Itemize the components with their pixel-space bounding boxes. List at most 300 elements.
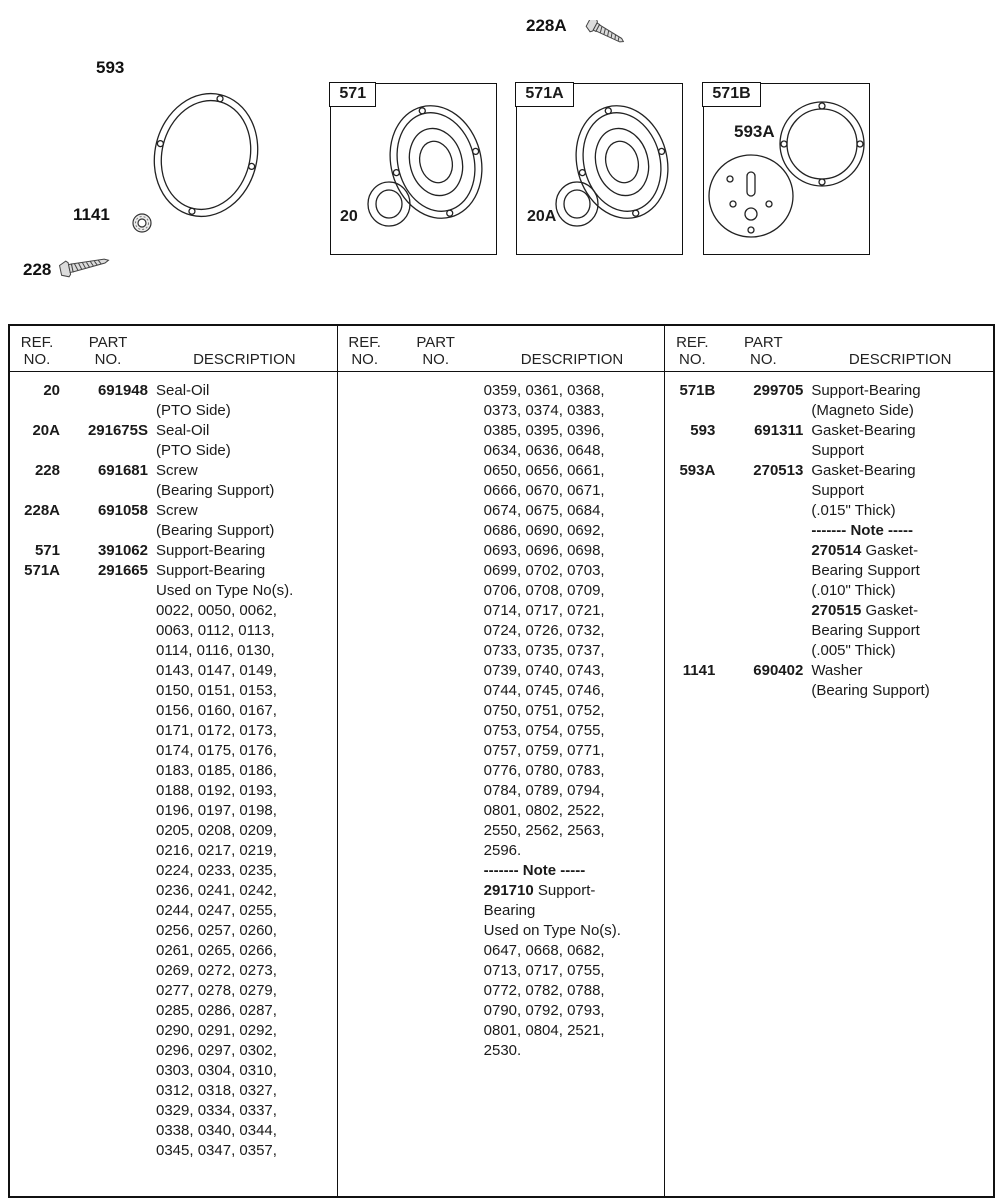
ref-no: 571B	[679, 382, 716, 399]
ref-no	[14, 1041, 60, 1061]
part-no: 691058	[97, 502, 148, 519]
table-line	[14, 601, 333, 621]
description: 0714, 0717, 0721,	[483, 602, 605, 619]
part-no	[68, 481, 148, 501]
header-no-label: NO.	[422, 351, 449, 368]
table-line	[14, 1121, 333, 1141]
description: 2550, 2562, 2563,	[483, 822, 605, 839]
ref-no	[669, 601, 715, 621]
callout-593A: 593A	[734, 122, 775, 141]
table-line	[342, 501, 661, 521]
description: 2530.	[483, 1042, 522, 1059]
description: Bearing Support	[811, 622, 920, 639]
part-no	[68, 721, 148, 741]
description: 0634, 0636, 0648,	[483, 442, 605, 459]
part-no	[68, 621, 148, 641]
description: Seal-Oil	[156, 422, 210, 439]
description: 0338, 0340, 0344,	[156, 1122, 277, 1139]
description: 291710 Support-	[483, 882, 596, 899]
ref-no	[14, 601, 60, 621]
description: 0713, 0717, 0755,	[483, 962, 605, 979]
table-line	[14, 521, 333, 541]
part-no	[396, 941, 476, 961]
table-line	[342, 841, 661, 861]
part-no	[68, 1101, 148, 1121]
part-no	[68, 1021, 148, 1041]
gasket-593-drawing	[143, 80, 269, 230]
description: Seal-Oil	[156, 382, 210, 399]
header-part	[396, 330, 476, 368]
description: 0114, 0116, 0130,	[156, 642, 275, 659]
description: 0753, 0754, 0755,	[483, 722, 605, 739]
header-description	[156, 330, 333, 368]
description: Bearing	[483, 902, 536, 919]
ref-no	[342, 641, 388, 661]
ref-no	[669, 581, 715, 601]
screw-228-icon	[58, 250, 114, 280]
description: 0359, 0361, 0368,	[483, 382, 605, 399]
ref-no	[342, 761, 388, 781]
description: Support-Bearing	[156, 542, 266, 559]
part-no	[68, 521, 148, 541]
table-line	[669, 601, 989, 621]
part-no: 270513	[753, 462, 804, 479]
description: 0269, 0272, 0273,	[156, 962, 277, 979]
description: ------- Note -----	[483, 862, 586, 879]
ref-no	[342, 921, 388, 941]
ref-no	[14, 901, 60, 921]
description: 0744, 0745, 0746,	[483, 682, 605, 699]
table-header	[338, 326, 665, 372]
description: (Bearing Support)	[811, 682, 930, 699]
description: 2596.	[483, 842, 522, 859]
ref-no	[342, 601, 388, 621]
table-line	[14, 421, 333, 441]
table-line	[14, 761, 333, 781]
table-line	[669, 441, 989, 461]
part-no	[68, 661, 148, 681]
ref-no	[14, 521, 60, 541]
part-no	[723, 681, 803, 701]
description: 0373, 0374, 0383,	[483, 402, 605, 419]
panel-571B-tag: 571B	[702, 82, 760, 107]
panel-571-tag: 571	[329, 82, 376, 107]
ref-no	[14, 1061, 60, 1081]
ref-no	[342, 401, 388, 421]
part-no	[396, 581, 476, 601]
ref-no	[342, 841, 388, 861]
description: ------- Note -----	[811, 522, 913, 539]
table-line	[342, 681, 661, 701]
description: 0666, 0670, 0671,	[483, 482, 605, 499]
table-line	[342, 441, 661, 461]
ref-no: 20	[43, 382, 60, 399]
table-line	[342, 701, 661, 721]
table-line	[342, 941, 661, 961]
part-no	[68, 761, 148, 781]
table-line	[669, 641, 989, 661]
callout-228: 228	[23, 260, 52, 279]
table-line	[14, 801, 333, 821]
part-no	[723, 521, 803, 541]
ref-no	[342, 481, 388, 501]
part-no	[396, 661, 476, 681]
ref-no	[14, 401, 60, 421]
description: Support-Bearing	[156, 562, 266, 579]
header-part-label: PART	[416, 334, 455, 351]
description: (.005" Thick)	[811, 642, 896, 659]
table-line	[669, 681, 989, 701]
table-line	[342, 601, 661, 621]
part-no	[396, 1001, 476, 1021]
part-no: 691948	[97, 382, 148, 399]
table-line	[342, 541, 661, 561]
ref-no	[14, 861, 60, 881]
callout-228A: 228A	[526, 16, 567, 35]
table-line	[342, 961, 661, 981]
header-part	[723, 330, 803, 368]
part-no	[68, 881, 148, 901]
table-line	[14, 941, 333, 961]
description: (PTO Side)	[156, 402, 231, 419]
part-no	[68, 981, 148, 1001]
ref-no	[14, 581, 60, 601]
ref-no	[14, 661, 60, 681]
ref-no	[342, 561, 388, 581]
part-no	[68, 821, 148, 841]
ref-no	[669, 521, 715, 541]
ref-no	[342, 661, 388, 681]
description: 0693, 0696, 0698,	[483, 542, 605, 559]
ref-no	[342, 581, 388, 601]
part-no	[68, 941, 148, 961]
table-line	[14, 461, 333, 481]
table-line	[14, 481, 333, 501]
ref-no	[669, 641, 715, 661]
part-no	[396, 641, 476, 661]
description: Bearing Support	[811, 562, 920, 579]
description: 0686, 0690, 0692,	[483, 522, 605, 539]
ref-no	[14, 441, 60, 461]
part-no	[396, 1041, 476, 1061]
part-no: 299705	[753, 382, 804, 399]
callout-20: 20	[340, 208, 358, 225]
description: 0776, 0780, 0783,	[483, 762, 605, 779]
ref-no: 593A	[679, 462, 716, 479]
washer-1141-icon	[130, 211, 154, 235]
ref-no: 228A	[24, 502, 60, 519]
table-line	[14, 981, 333, 1001]
panel-571	[330, 83, 497, 255]
ref-no	[669, 401, 715, 421]
ref-no	[669, 441, 715, 461]
table-line	[669, 661, 989, 681]
part-no	[68, 681, 148, 701]
panel-571B	[703, 83, 870, 255]
table-line	[14, 1141, 333, 1161]
ref-no	[342, 501, 388, 521]
table-line	[14, 961, 333, 981]
header-ref	[669, 330, 715, 368]
description: 0345, 0347, 0357,	[156, 1142, 277, 1159]
part-no	[396, 921, 476, 941]
description: 0188, 0192, 0193,	[156, 782, 277, 799]
part-no	[396, 601, 476, 621]
callout-20A: 20A	[527, 208, 557, 225]
table-line	[14, 721, 333, 741]
description: 0171, 0172, 0173,	[156, 722, 277, 739]
part-no	[396, 741, 476, 761]
table-line	[14, 641, 333, 661]
ref-no: 20A	[32, 422, 60, 439]
description: 0706, 0708, 0709,	[483, 582, 605, 599]
table-line	[342, 721, 661, 741]
part-no	[68, 841, 148, 861]
table-line	[342, 401, 661, 421]
table-line	[669, 481, 989, 501]
description: 0205, 0208, 0209,	[156, 822, 277, 839]
ref-no	[342, 421, 388, 441]
part-no	[396, 1021, 476, 1041]
table-line	[342, 481, 661, 501]
ref-no: 571A	[24, 562, 60, 579]
part-no	[68, 1081, 148, 1101]
description: 0385, 0395, 0396,	[483, 422, 605, 439]
part-no	[723, 581, 803, 601]
ref-no	[14, 621, 60, 641]
ref-no	[14, 981, 60, 1001]
part-no	[396, 841, 476, 861]
table-line	[342, 581, 661, 601]
table-line	[342, 981, 661, 1001]
table-line	[14, 621, 333, 641]
part-no: 291675S	[87, 422, 148, 439]
ref-no	[14, 681, 60, 701]
ref-no	[14, 1081, 60, 1101]
ref-no	[342, 1041, 388, 1061]
ref-no	[342, 741, 388, 761]
part-no	[396, 721, 476, 741]
description: Screw	[156, 502, 198, 519]
description: (.010" Thick)	[811, 582, 896, 599]
table-line	[14, 1021, 333, 1041]
description: (.015" Thick)	[811, 502, 896, 519]
table-line	[342, 741, 661, 761]
part-no	[396, 541, 476, 561]
ref-no	[669, 681, 715, 701]
part-no	[723, 601, 803, 621]
part-no	[396, 381, 476, 401]
part-no	[723, 621, 803, 641]
header-description-label: DESCRIPTION	[848, 351, 952, 368]
part-no	[723, 541, 803, 561]
description: 0156, 0160, 0167,	[156, 702, 277, 719]
table-line	[14, 1061, 333, 1081]
part-no	[723, 441, 803, 461]
part-no	[68, 701, 148, 721]
table-line	[14, 561, 333, 581]
table-body-2	[338, 372, 665, 1061]
description: 0196, 0197, 0198,	[156, 802, 277, 819]
ref-no	[669, 481, 715, 501]
description: 0772, 0782, 0788,	[483, 982, 605, 999]
table-column-2	[338, 326, 666, 1196]
ref-no: 228	[34, 462, 60, 479]
part-no	[396, 781, 476, 801]
part-no	[396, 761, 476, 781]
table-line	[14, 781, 333, 801]
part-no: 391062	[97, 542, 148, 559]
header-ref-label: REF.	[20, 334, 54, 351]
table-line	[669, 581, 989, 601]
table-line	[342, 821, 661, 841]
part-no	[396, 521, 476, 541]
part-no	[68, 601, 148, 621]
part-no	[68, 401, 148, 421]
table-line	[14, 1001, 333, 1021]
diagram-area	[0, 0, 1000, 322]
table-line	[342, 461, 661, 481]
ref-no	[14, 761, 60, 781]
ref-no	[14, 1101, 60, 1121]
ref-no	[14, 641, 60, 661]
part-no	[68, 581, 148, 601]
part-no	[723, 481, 803, 501]
part-no	[68, 961, 148, 981]
table-line	[14, 1041, 333, 1061]
description: 0312, 0318, 0327,	[156, 1082, 277, 1099]
ref-no	[14, 961, 60, 981]
ref-no	[342, 621, 388, 641]
header-no-label: NO.	[94, 351, 122, 368]
support-bearing-571A-drawing	[517, 84, 682, 252]
part-no	[396, 821, 476, 841]
ref-no	[14, 721, 60, 741]
part-no	[723, 401, 803, 421]
description: 0801, 0802, 2522,	[483, 802, 605, 819]
part-no	[396, 421, 476, 441]
description: 0224, 0233, 0235,	[156, 862, 277, 879]
ref-no	[669, 561, 715, 581]
table-line	[14, 821, 333, 841]
ref-no	[342, 1001, 388, 1021]
ref-no	[14, 781, 60, 801]
description: 0790, 0792, 0793,	[483, 1002, 605, 1019]
table-line	[14, 441, 333, 461]
description: 0739, 0740, 0743,	[483, 662, 605, 679]
ref-no	[14, 481, 60, 501]
part-no	[68, 901, 148, 921]
ref-no	[14, 1021, 60, 1041]
table-line	[342, 641, 661, 661]
description: 270515 Gasket-	[811, 602, 919, 619]
table-line	[342, 881, 661, 901]
ref-no	[14, 1001, 60, 1021]
part-no: 691311	[754, 422, 804, 439]
description: 0303, 0304, 0310,	[156, 1062, 277, 1079]
table-line	[342, 761, 661, 781]
part-no	[68, 801, 148, 821]
table-line	[669, 401, 989, 421]
description: 0750, 0751, 0752,	[483, 702, 605, 719]
table-line	[342, 921, 661, 941]
part-no	[723, 501, 803, 521]
ref-no	[14, 741, 60, 761]
table-line	[14, 841, 333, 861]
description: Support-Bearing	[811, 382, 921, 399]
table-column-1	[10, 326, 338, 1196]
ref-no	[342, 681, 388, 701]
screw-228A-icon	[584, 20, 630, 58]
part-no	[68, 1121, 148, 1141]
table-line	[14, 501, 333, 521]
part-no	[68, 441, 148, 461]
ref-no	[14, 921, 60, 941]
table-line	[342, 621, 661, 641]
description: 0296, 0297, 0302,	[156, 1042, 277, 1059]
part-no	[68, 861, 148, 881]
part-no	[396, 561, 476, 581]
description: 0216, 0217, 0219,	[156, 842, 277, 859]
part-no	[396, 961, 476, 981]
table-line	[14, 881, 333, 901]
part-no	[68, 921, 148, 941]
description: 0063, 0112, 0113,	[156, 622, 275, 639]
description: Support	[811, 442, 864, 459]
description: (PTO Side)	[156, 442, 231, 459]
part-no	[396, 461, 476, 481]
ref-no: 1141	[682, 662, 716, 679]
description: 0183, 0185, 0186,	[156, 762, 277, 779]
table-line	[14, 661, 333, 681]
table-line	[342, 381, 661, 401]
description: 0277, 0278, 0279,	[156, 982, 277, 999]
ref-no	[342, 821, 388, 841]
ref-no	[669, 541, 715, 561]
part-no	[68, 641, 148, 661]
ref-no	[14, 821, 60, 841]
ref-no	[342, 721, 388, 741]
table-line	[14, 681, 333, 701]
ref-no	[342, 541, 388, 561]
description: (Bearing Support)	[156, 522, 275, 539]
part-no	[68, 1061, 148, 1081]
description: 0699, 0702, 0703,	[483, 562, 605, 579]
part-no	[396, 801, 476, 821]
table-line	[342, 561, 661, 581]
table-line	[14, 1081, 333, 1101]
description: (Bearing Support)	[156, 482, 275, 499]
part-no	[68, 741, 148, 761]
ref-no	[342, 961, 388, 981]
header-part	[68, 330, 148, 368]
table-line	[669, 561, 989, 581]
table-line	[14, 921, 333, 941]
table-line	[669, 621, 989, 641]
description: (Magneto Side)	[811, 402, 914, 419]
header-no-label: NO.	[23, 351, 51, 368]
description: 0650, 0656, 0661,	[483, 462, 605, 479]
header-ref	[342, 330, 388, 368]
table-line	[669, 461, 989, 481]
ref-no	[342, 701, 388, 721]
ref-no	[342, 801, 388, 821]
ref-no	[342, 781, 388, 801]
table-line	[342, 421, 661, 441]
description: Screw	[156, 462, 198, 479]
ref-no	[14, 881, 60, 901]
part-no	[396, 901, 476, 921]
